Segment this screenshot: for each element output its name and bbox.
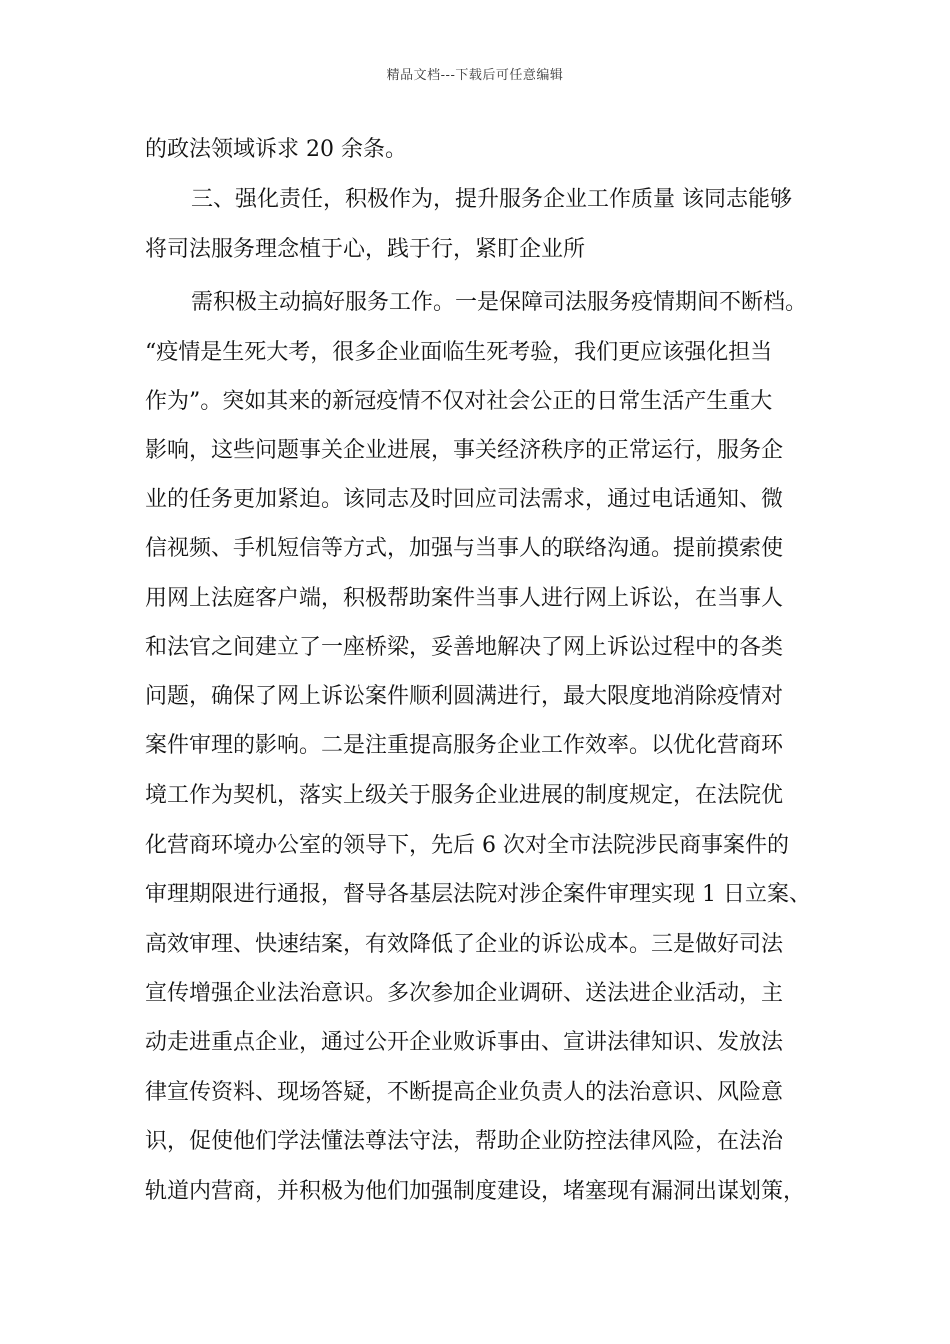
text-line: 识，促使他们学法懂法尊法守法，帮助企业防控法律风险，在法治 bbox=[145, 1129, 784, 1154]
text-line: 动走进重点企业，通过公开企业败诉事由、宣讲法律知识、发放法 bbox=[145, 1030, 784, 1055]
text-line: 和法官之间建立了一座桥梁，妥善地解决了网上诉讼过程中的各类 bbox=[145, 635, 784, 660]
page-header: 精品文档---下载后可任意编辑 bbox=[386, 68, 564, 83]
text-line: 业的任务更加紧迫。该同志及时回应司法需求，通过电话通知、微 bbox=[145, 487, 784, 512]
text-line: 影响，这些问题事关企业进展，事关经济秩序的正常运行，服务企 bbox=[145, 438, 784, 463]
text-line: 轨道内营商，并积极为他们加强制度建设，堵塞现有漏洞出谋划策， bbox=[145, 1179, 806, 1204]
text-line: 的政法领域诉求 20 余条。 bbox=[145, 137, 407, 162]
text-line: 将司法服务理念植于心，践于行，紧盯企业所 bbox=[145, 237, 586, 262]
text-line: 宣传增强企业法治意识。多次参加企业调研、送法进企业活动，主 bbox=[145, 981, 784, 1006]
text-line: 用网上法庭客户端，积极帮助案件当事人进行网上诉讼，在当事人 bbox=[145, 586, 784, 611]
text-line: 境工作为契机，落实上级关于服务企业进展的制度规定，在法院优 bbox=[145, 783, 784, 808]
text-line: 案件审理的影响。二是注重提高服务企业工作效率。以优化营商环 bbox=[145, 733, 784, 758]
text-line: 审理期限进行通报，督导各基层法院对涉企案件审理实现 1 日立案、 bbox=[145, 882, 811, 907]
text-line: 三、强化责任，积极作为，提升服务企业工作质量 该同志能够 bbox=[191, 187, 792, 212]
text-line: 需积极主动搞好服务工作。一是保障司法服务疫情期间不断档。 bbox=[191, 290, 808, 315]
text-line: “疫情是生死大考，很多企业面临生死考验，我们更应该强化担当 bbox=[145, 340, 773, 365]
text-line: 高效审理、快速结案，有效降低了企业的诉讼成本。三是做好司法 bbox=[145, 932, 784, 957]
text-line: 问题，确保了网上诉讼案件顺利圆满进行，最大限度地消除疫情对 bbox=[145, 684, 784, 709]
text-line: 作为”。突如其来的新冠疫情不仅对社会公正的日常生活产生重大 bbox=[145, 389, 773, 414]
text-line: 化营商环境办公室的领导下，先后 6 次对全市法院涉民商事案件的 bbox=[145, 833, 789, 858]
text-line: 律宣传资料、现场答疑，不断提高企业负责人的法治意识、风险意 bbox=[145, 1080, 784, 1105]
text-line: 信视频、手机短信等方式，加强与当事人的联络沟通。提前摸索使 bbox=[145, 536, 784, 561]
